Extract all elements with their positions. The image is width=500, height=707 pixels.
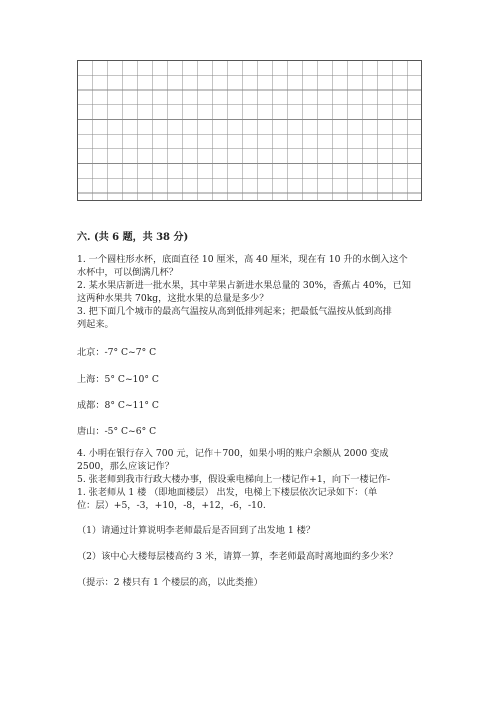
question-1	[77, 253, 432, 279]
city-beijing: 北京：-7° C~7° C	[77, 347, 157, 358]
question-4-line-2: 2500，那么应该记作？	[77, 461, 174, 472]
section-title: 六. (共 6 题，共 38 分)	[77, 232, 189, 243]
question-5-line-2: 1. 张老师从 1 楼 （即地面楼层） 出发，电梯上下楼层依次记录如下：（单	[77, 487, 378, 498]
question-2-line-1: 2. 某水果店新进一批水果，其中苹果占新进水果总量的 30%，香蕉占 40%，已知	[77, 280, 411, 291]
question-2-line-2: 这两种水果共 70kg，这批水果的总量是多少？	[77, 293, 269, 304]
writing-grid	[77, 60, 422, 201]
question-5-line-1: 5. 张老师到我市行政大楼办事，假设乘电梯向上一楼记作+1，向下一楼记作-	[77, 474, 391, 485]
city-chengdu: 成都：8° C~11° C	[77, 400, 159, 411]
question-5-line-3: 位：层）+5，-3，+10，-8，+12，-6，-10.	[77, 500, 266, 511]
question-5-hint: （提示：2 楼只有 1 个楼层的高，以此类推）	[77, 577, 263, 588]
city-shanghai: 上海：5° C~10° C	[77, 374, 159, 385]
question-4-line-1: 4. 小明在银行存入 700 元，记作＋700，如果小明的账户余额从 2000 变成	[77, 448, 389, 459]
question-3-line-2: 列起来。	[77, 319, 114, 330]
question-4	[77, 447, 432, 473]
question-5	[77, 473, 432, 512]
question-5-sub-1: （1）请通过计算说明李老师最后是否回到了出发地 1 楼？	[77, 525, 316, 536]
question-3	[77, 305, 432, 331]
question-5-sub-2: （2）该中心大楼每层楼高约 3 米，请算一算，李老师最高时离地面约多少米？	[77, 551, 398, 562]
question-2	[77, 279, 432, 305]
question-3-line-1: 3. 把下面几个城市的最高气温按从高到低排列起来；把最低气温按从低到高排	[77, 306, 392, 317]
question-1-line-1: 1. 一个圆柱形水杯，底面直径 10 厘米，高 40 厘米，现在有 10 升的水倒入这个	[77, 254, 408, 265]
question-1-line-2: 水杯中，可以倒满几杯？	[77, 267, 179, 278]
city-tangshan: 唐山：-5° C~6° C	[77, 426, 157, 437]
